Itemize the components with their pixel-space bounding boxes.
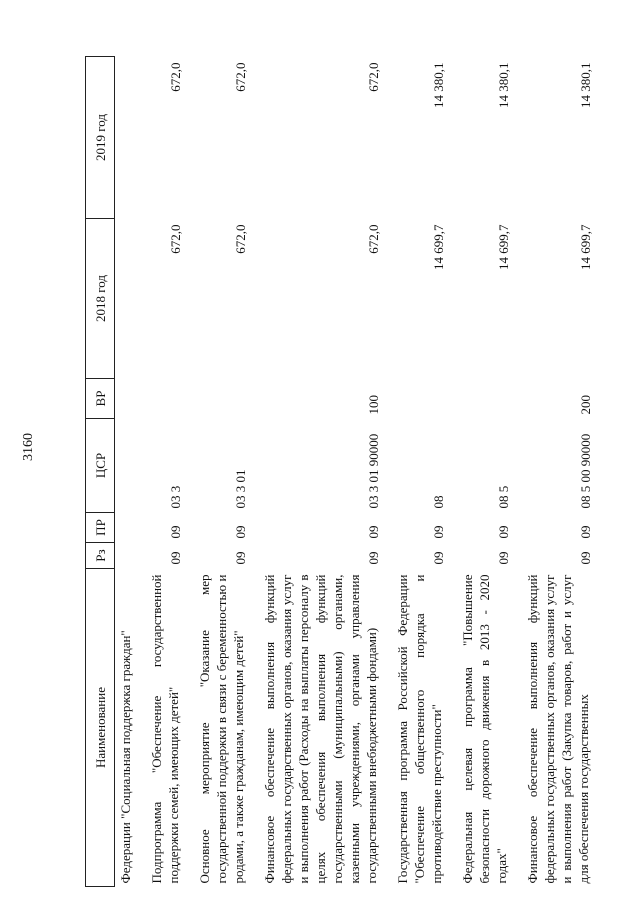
table-row (148, 57, 184, 887)
row-2019: 672,0 (168, 62, 183, 92)
row-name: Финансовое обеспечение выполнения функций федеральных государственных органов, оказания услуг и выполнения работ (Расходы на выплаты персоналу в целях обеспечения выполнения функций государственными (муниципальными) органами, казенными учреждениями, органами управления государственными внебюджетными фондами) (262, 574, 379, 884)
row-vr (459, 379, 512, 419)
table-header (86, 57, 115, 887)
header-2018: 2018 год (86, 219, 115, 379)
row-csr: 03 3 (168, 485, 183, 509)
table-row (115, 57, 137, 887)
row-csr: 08 5 (496, 485, 511, 509)
row-2018: 672,0 (233, 224, 248, 254)
row-2019: 14 380,1 (431, 62, 446, 108)
table-row (524, 57, 594, 887)
budget-table-page (85, 57, 593, 887)
header-csr: ЦСР (86, 419, 115, 513)
row-vr (196, 379, 249, 419)
row-pr: 09 (366, 525, 381, 539)
row-vr (115, 379, 137, 419)
row-2018 (115, 219, 137, 379)
row-pr: 09 (168, 525, 183, 539)
row-csr: 03 3 01 (233, 469, 248, 509)
row-csr (115, 419, 137, 513)
header-rz: Рз (86, 543, 115, 569)
row-rz (115, 543, 137, 569)
row-pr: 09 (431, 525, 446, 539)
row-2019: 672,0 (366, 62, 381, 92)
table-row (394, 57, 447, 887)
row-pr: 09 (233, 525, 248, 539)
row-name: Финансовое обеспечение выполнения функций федеральных государственных органов, оказания услуг и выполнения работ (Закупка товаров, работ и услуг для обеспечения государственных (525, 574, 591, 884)
row-vr: 200 (578, 395, 593, 415)
row-csr: 03 3 01 90000 (366, 433, 381, 509)
row-name: Федеральная целевая программа "Повышение безопасности дорожного движения в 2013 - 2020 годах" (460, 574, 509, 884)
row-vr (148, 379, 184, 419)
header-name: Наименование (86, 569, 115, 887)
header-2019: 2019 год (86, 57, 115, 219)
header-vr: ВР (86, 379, 115, 419)
row-rz: 09 (366, 551, 381, 565)
row-2019: 14 380,1 (578, 62, 593, 108)
row-csr: 08 (431, 495, 446, 509)
row-2018: 14 699,7 (496, 224, 511, 270)
row-name: Государственная программа Российской Федерации "Обеспечение общественного порядка и противодействие преступности" (395, 574, 444, 884)
row-rz: 09 (233, 551, 248, 565)
row-rz: 09 (431, 551, 446, 565)
row-pr: 09 (496, 525, 511, 539)
table-row (196, 57, 249, 887)
row-vr: 100 (366, 395, 381, 415)
row-rz: 09 (168, 551, 183, 565)
row-rz: 09 (496, 551, 511, 565)
row-name: Основное мероприятие "Оказание мер государственной поддержки в связи с беременностью и родами, а также гражданам, имеющим детей" (197, 574, 246, 884)
page-number: 3160 (21, 433, 36, 461)
row-pr (115, 513, 137, 543)
row-csr: 08 5 00 90000 (578, 433, 593, 509)
row-2019: 14 380,1 (496, 62, 511, 108)
table-row (261, 57, 382, 887)
budget-table (85, 56, 594, 887)
table-body (115, 57, 595, 887)
row-pr: 09 (578, 525, 593, 539)
header-pr: ПР (86, 513, 115, 543)
row-2018: 14 699,7 (431, 224, 446, 270)
row-rz: 09 (578, 551, 593, 565)
row-vr (394, 379, 447, 419)
row-name: Федерации "Социальная поддержка граждан" (118, 630, 133, 884)
row-2018: 672,0 (366, 224, 381, 254)
table-row (459, 57, 512, 887)
row-2019: 672,0 (233, 62, 248, 92)
row-name: Подпрограмма "Обеспечение государственной поддержки семей, имеющих детей" (149, 574, 181, 884)
row-2018: 672,0 (168, 224, 183, 254)
row-2018: 14 699,7 (578, 224, 593, 270)
row-2019 (115, 57, 137, 219)
